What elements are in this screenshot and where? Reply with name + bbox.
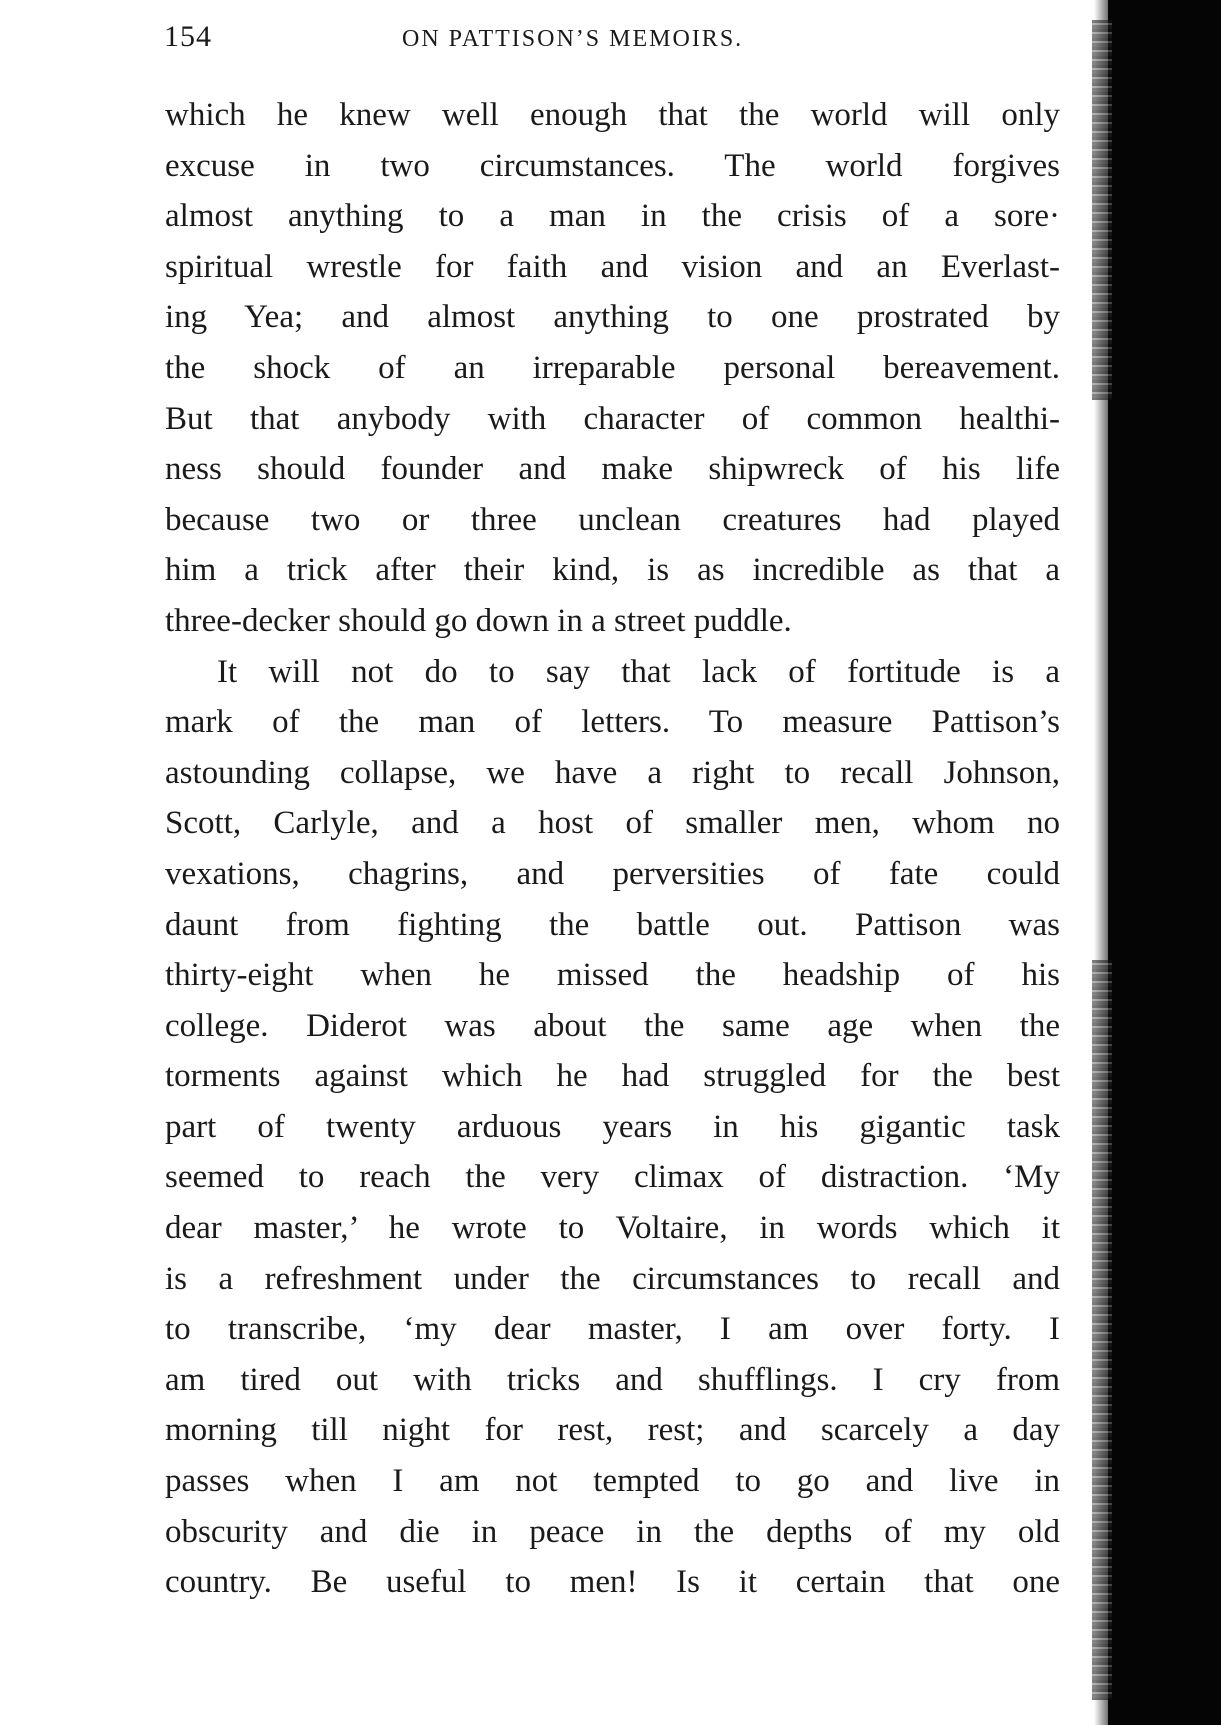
text-line: ness should founder and make shipwreck of his life xyxy=(165,451,1060,488)
text-line: seemed to reach the very climax of distraction. ‘My xyxy=(165,1159,1060,1196)
edge-speckle xyxy=(1092,960,1112,1700)
text-line: almost anything to a man in the crisis of a sore· xyxy=(165,198,1060,235)
text-line: daunt from fighting the battle out. Pattison was xyxy=(165,906,1060,943)
text-line: But that anybody with character of common healthi- xyxy=(165,400,1060,437)
running-head: ON PATTISON’S MEMOIRS. xyxy=(402,26,744,52)
text-line: the shock of an irreparable personal bereavement. xyxy=(165,349,1060,386)
text-line: spiritual wrestle for faith and vision and an Everlast- xyxy=(165,248,1060,285)
text-line: obscurity and die in peace in the depths of my old xyxy=(165,1513,1060,1550)
text-line: part of twenty arduous years in his gigantic task xyxy=(165,1108,1060,1145)
text-line: passes when I am not tempted to go and live in xyxy=(165,1463,1060,1500)
text-line: astounding collapse, we have a right to recall Johnson, xyxy=(165,754,1060,791)
page-header xyxy=(164,20,1064,60)
text-line: three-decker should go down in a street puddle. xyxy=(165,602,792,639)
text-line: excuse in two circumstances. The world forgives xyxy=(165,147,1060,184)
text-line: because two or three unclean creatures had played xyxy=(165,501,1060,538)
body-text xyxy=(165,90,1060,1608)
text-line: torments against which he had struggled for the best xyxy=(165,1058,1060,1095)
text-line: vexations, chagrins, and perversities of fate could xyxy=(165,855,1060,892)
text-line: dear master,’ he wrote to Voltaire, in words which it xyxy=(165,1210,1060,1247)
page-number: 154 xyxy=(164,20,212,53)
paragraph xyxy=(165,647,1060,1608)
text-line: ing Yea; and almost anything to one prostrated by xyxy=(165,299,1060,336)
text-line: country. Be useful to men! Is it certain that one xyxy=(165,1564,1060,1601)
text-line: mark of the man of letters. To measure Pattison’s xyxy=(165,704,1060,741)
text-line: which he knew well enough that the world will only xyxy=(165,97,1060,133)
text-line: It will not do to say that lack of fortitude is a xyxy=(217,653,1060,690)
text-line: college. Diderot was about the same age when the xyxy=(165,1007,1060,1044)
text-line: Scott, Carlyle, and a host of smaller men, whom no xyxy=(165,805,1060,842)
text-line: to transcribe, ‘my dear master, I am over forty. I xyxy=(165,1311,1060,1348)
text-line: morning till night for rest, rest; and scarcely a day xyxy=(165,1412,1060,1449)
edge-speckle xyxy=(1092,20,1112,400)
text-line: him a trick after their kind, is as incredible as that a xyxy=(165,552,1060,589)
page-edge-shadow xyxy=(1108,0,1221,1725)
text-line: is a refreshment under the circumstances to recall and xyxy=(165,1260,1060,1297)
paragraph xyxy=(165,90,1060,647)
text-line: thirty-eight when he missed the headship of his xyxy=(165,957,1060,994)
text-line: am tired out with tricks and shufflings. I cry from xyxy=(165,1361,1060,1398)
